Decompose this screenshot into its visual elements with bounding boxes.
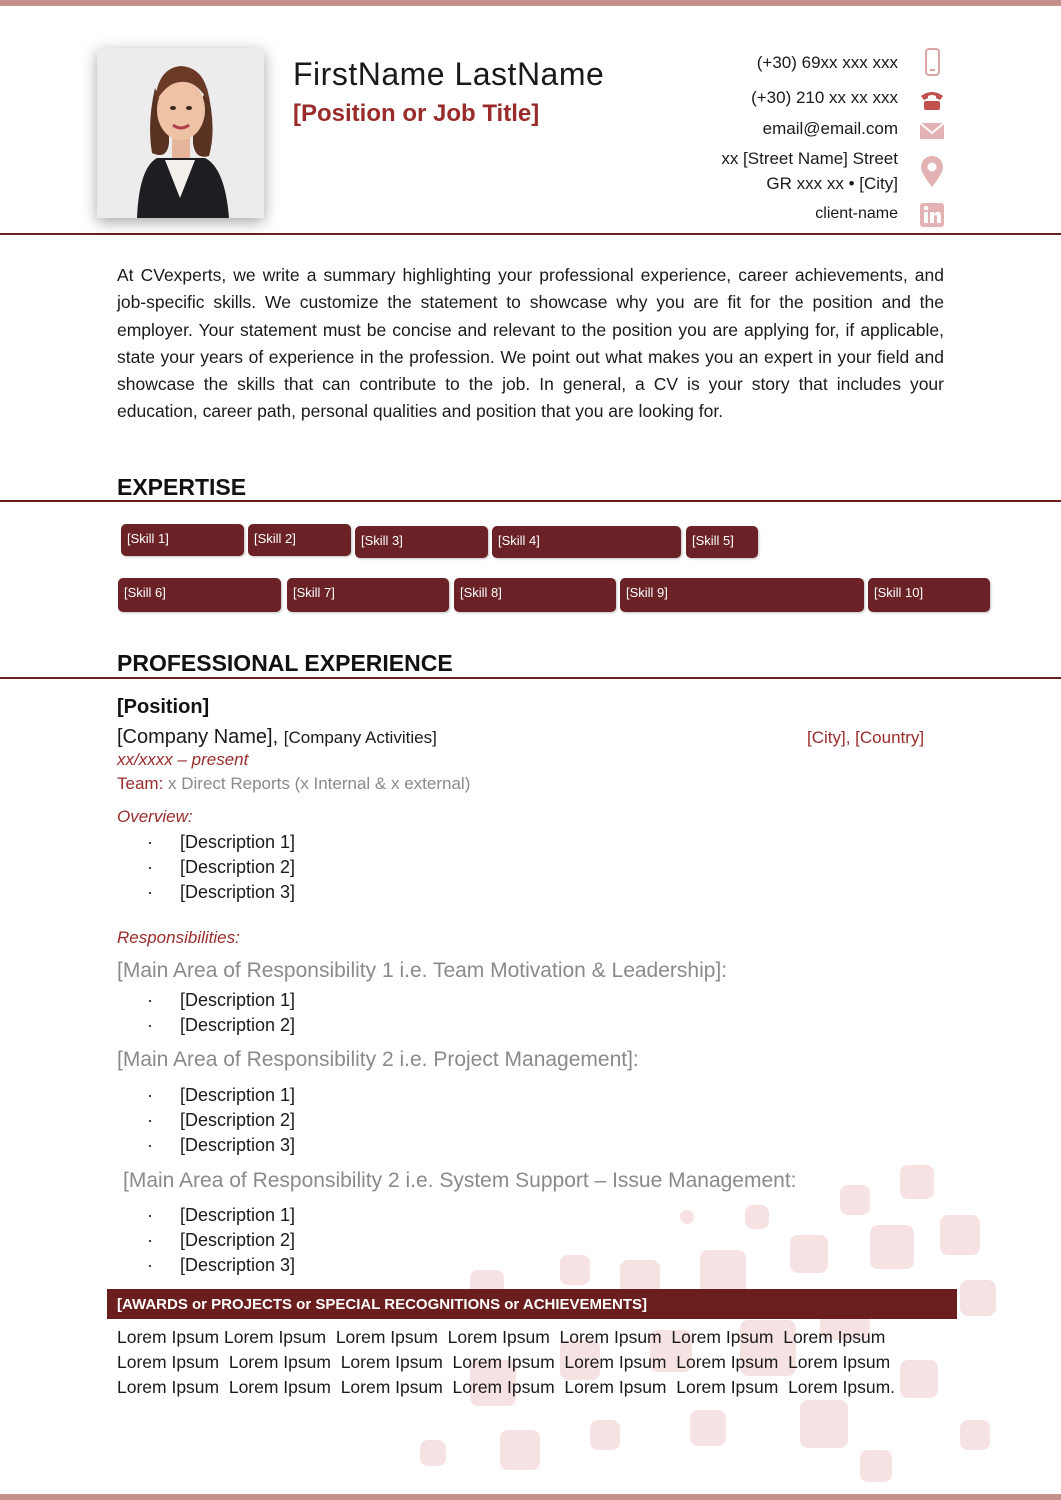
- list-item: · [Description 3]: [147, 1255, 296, 1275]
- team-value: x Direct Reports (x Internal & x external): [168, 774, 471, 793]
- list-item: · [Description 2]: [147, 1230, 296, 1250]
- expertise-heading: EXPERTISE: [117, 474, 247, 500]
- mobile-phone-icon: [918, 48, 946, 76]
- email-address[interactable]: email@email.com: [762, 119, 898, 138]
- skill-tag: [Skill 8]: [454, 578, 616, 612]
- skill-tag: [Skill 3]: [355, 526, 488, 558]
- expertise-divider: [0, 500, 1061, 502]
- list-item: · [Description 1]: [147, 1085, 296, 1105]
- skill-tag: [Skill 2]: [248, 524, 351, 556]
- email-icon: [918, 117, 946, 145]
- header-divider: [0, 233, 1061, 235]
- professional-summary: At CVexperts, we write a summary highlighting your professional experience, career achievements, and job-specific skills. We customize the statement to showcase why you are fit for the position and the employer. Your statement must be concise and relevant to the position you are applying for, if applicable, state your years of experience in the profession. We point out what makes you an expert in your field and showcase the skills that can contribute to the job. In general, a CV is your story that includes your education, career path, personal qualities and position that you are looking for.: [117, 265, 944, 422]
- linkedin-icon[interactable]: [918, 201, 946, 229]
- overview-label: Overview:: [117, 807, 193, 826]
- awards-heading: [AWARDS or PROJECTS or SPECIAL RECOGNITIONS or ACHIEVEMENTS]: [107, 1289, 957, 1319]
- company-line: [117, 726, 437, 749]
- list-item: · [Description 1]: [147, 832, 296, 852]
- skill-tag: [Skill 10]: [868, 578, 990, 612]
- top-border: [0, 0, 1061, 6]
- list-item: · [Description 1]: [147, 1205, 296, 1225]
- candidate-name: FirstName LastName: [293, 56, 605, 92]
- job-title: [Position or Job Title]: [293, 100, 540, 127]
- list-item: · [Description 1]: [147, 990, 296, 1010]
- mobile-number: (+30) 69xx xxx xxx: [756, 53, 898, 72]
- awards-text-line: Lorem Ipsum Lorem Ipsum Lorem Ipsum Lorem Ipsum Lorem Ipsum Lorem Ipsum Lorem Ipsum.: [117, 1377, 896, 1397]
- bottom-border: [0, 1494, 1061, 1500]
- job-location: [City], [Country]: [807, 728, 925, 747]
- telephone-icon: [918, 86, 946, 114]
- list-item: · [Description 3]: [147, 1135, 296, 1155]
- responsibility-area-title: [Main Area of Responsibility 1 i.e. Team Motivation & Leadership]:: [117, 959, 728, 982]
- list-item: · [Description 2]: [147, 857, 296, 877]
- employment-dates: xx/xxxx – present: [117, 750, 249, 769]
- skill-tag: [Skill 9]: [620, 578, 864, 612]
- awards-text-line: Lorem Ipsum Lorem Ipsum Lorem Ipsum Lorem Ipsum Lorem Ipsum Lorem Ipsum Lorem Ipsum: [117, 1352, 891, 1372]
- responsibility-area-title: [Main Area of Responsibility 2 i.e. Project Management]:: [117, 1048, 639, 1071]
- address-line-1: xx [Street Name] Street: [721, 149, 898, 168]
- skill-tag: [Skill 4]: [492, 526, 681, 558]
- team-label: Team:: [117, 774, 164, 793]
- company-activities: [Company Activities]: [283, 728, 437, 747]
- awards-text-line: Lorem Ipsum Lorem Ipsum Lorem Ipsum Lorem Ipsum Lorem Ipsum Lorem Ipsum Lorem Ipsum: [117, 1327, 886, 1347]
- team-line: [117, 774, 470, 794]
- address-line-2: GR xxx xx • [City]: [766, 174, 898, 193]
- skill-tag: [Skill 1]: [121, 524, 244, 556]
- responsibilities-label: Responsibilities:: [117, 928, 240, 947]
- responsibility-area-title: [Main Area of Responsibility 2 i.e. System Support – Issue Management:: [123, 1169, 797, 1192]
- experience-heading: PROFESSIONAL EXPERIENCE: [117, 650, 453, 676]
- skill-tag: [Skill 6]: [118, 578, 281, 612]
- profile-photo: [97, 48, 264, 218]
- linkedin-handle[interactable]: client-name: [815, 205, 898, 222]
- location-pin-icon: [918, 156, 946, 188]
- experience-divider: [0, 677, 1061, 679]
- position-title: [Position]: [117, 696, 210, 718]
- skill-tag: [Skill 7]: [287, 578, 449, 612]
- company-name: [Company Name],: [117, 726, 279, 748]
- list-item: · [Description 2]: [147, 1110, 296, 1130]
- list-item: · [Description 2]: [147, 1015, 296, 1035]
- list-item: · [Description 3]: [147, 882, 296, 902]
- skill-tag: [Skill 5]: [686, 526, 758, 558]
- phone-number: (+30) 210 xx xx xxx: [751, 88, 898, 107]
